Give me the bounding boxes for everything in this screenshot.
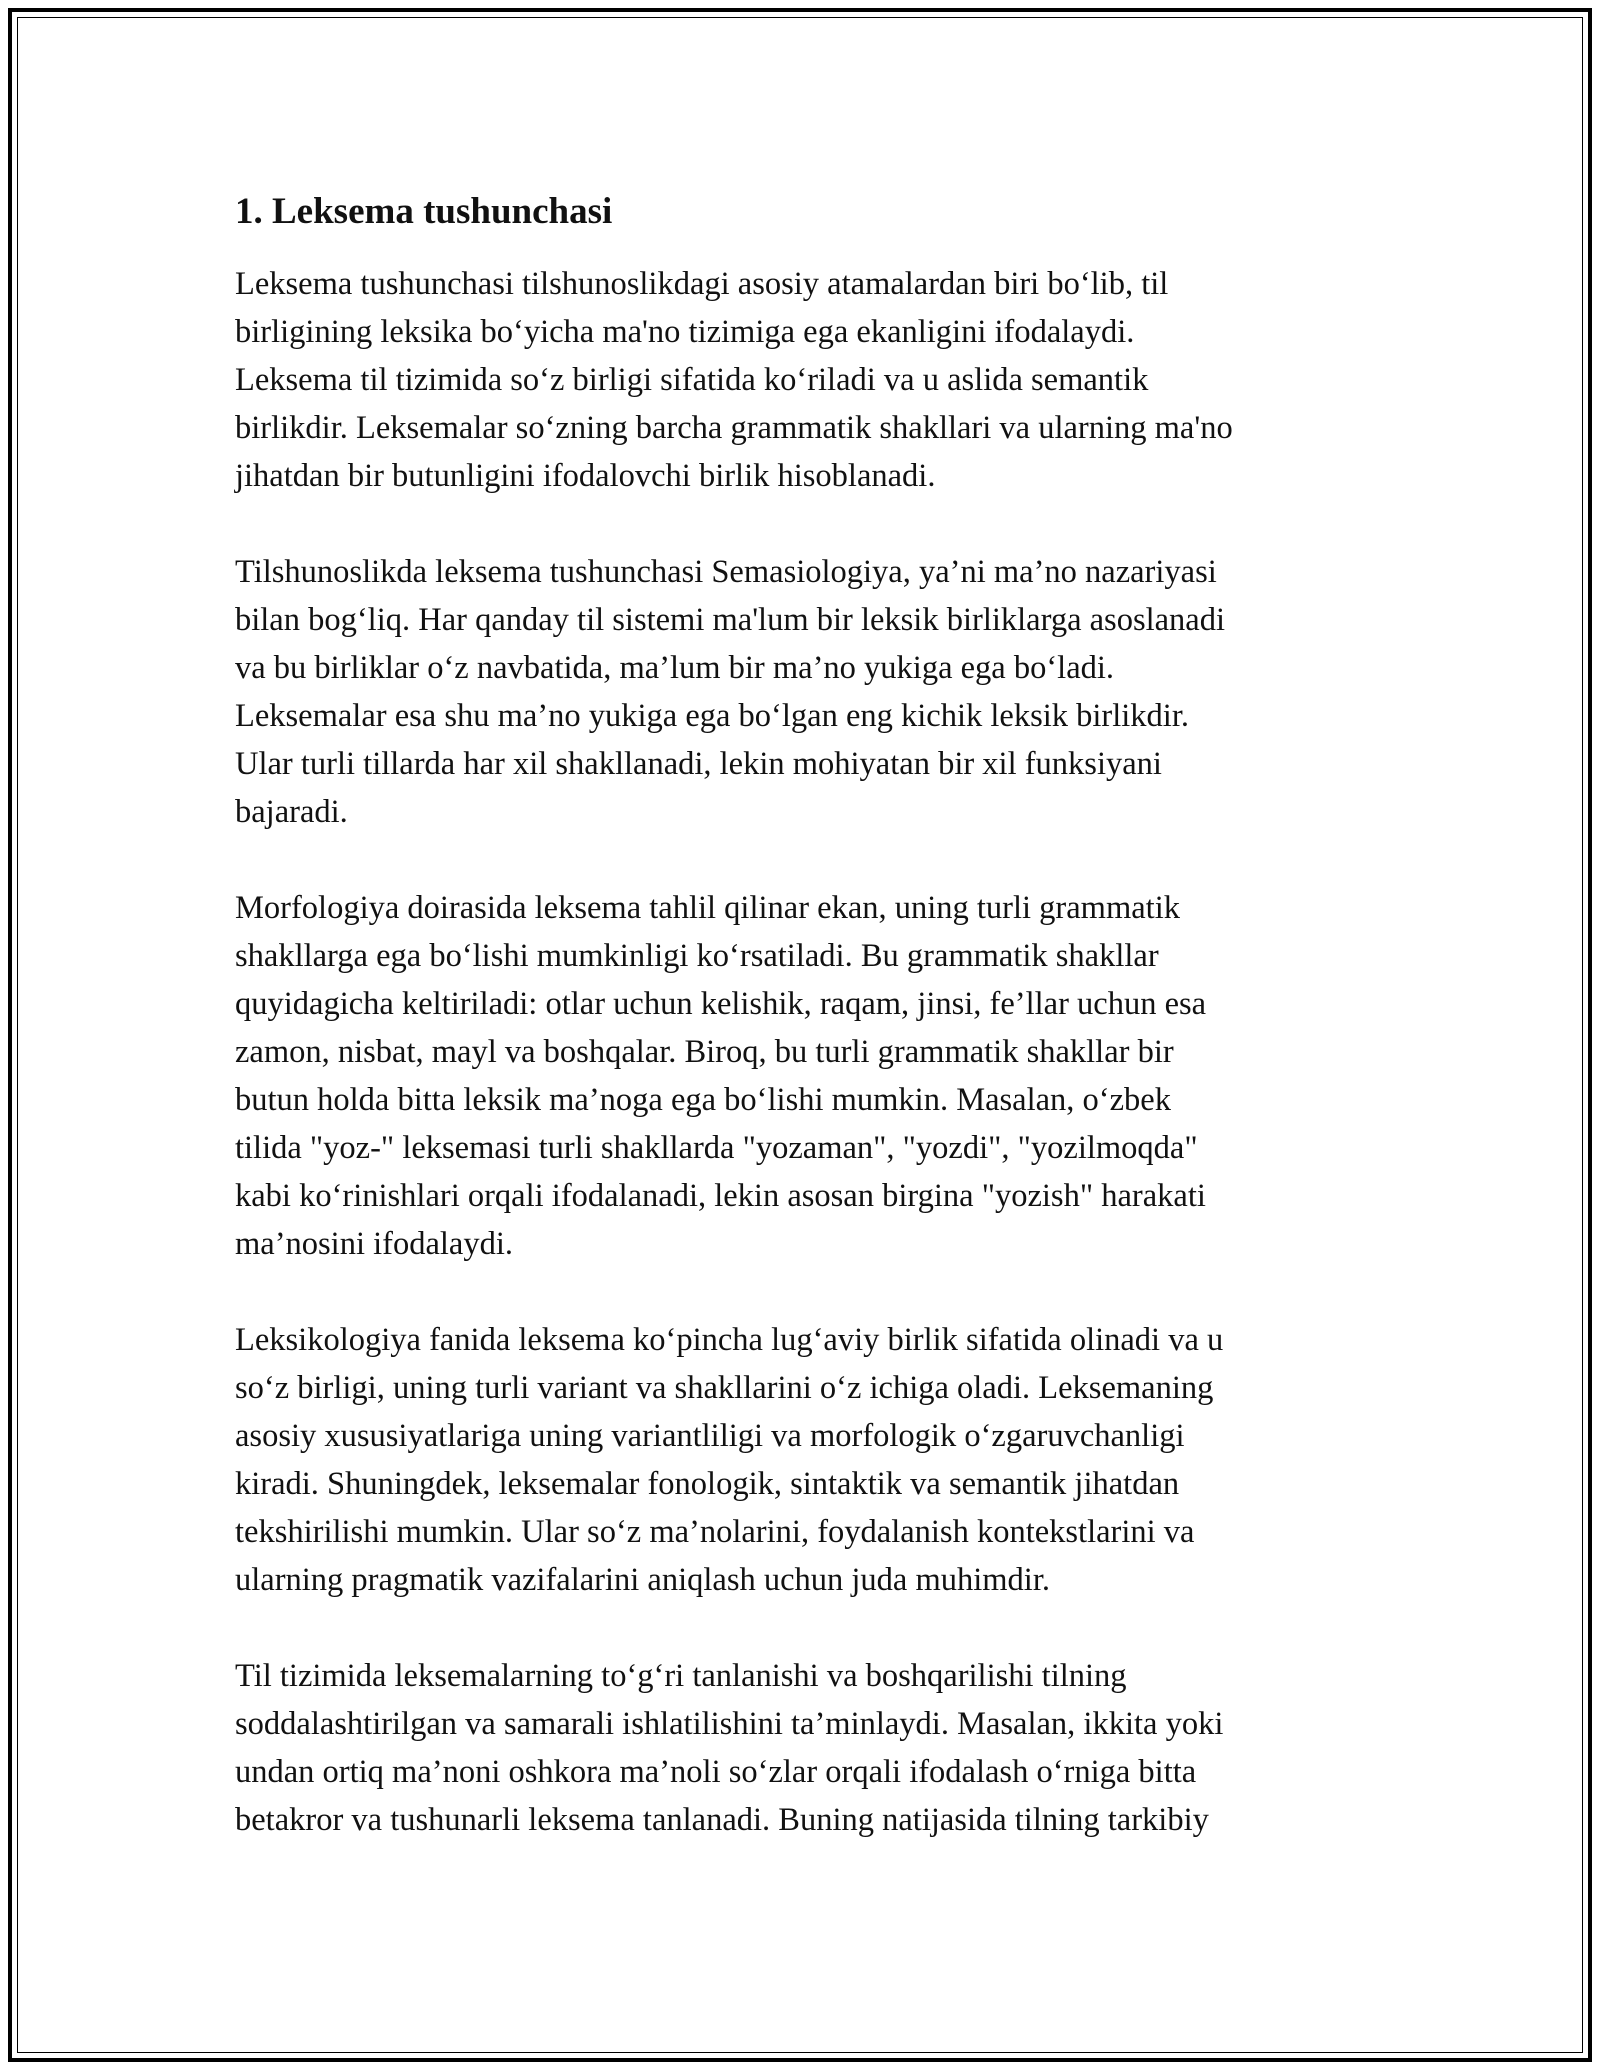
paragraph-3: Morfologiya doirasida leksema tahlil qilinar ekan, uning turli grammatik shakllarga ega bo‘lishi mumkinligi ko‘rsatiladi. Bu grammatik shakllar quyidagicha keltiriladi: otlar uchun kelishik, raqam, jinsi, fe’llar uchun esa zamon, nisbat, mayl va boshqalar. Biroq, bu turli grammatik shakllar bir butun holda bitta leksik ma’noga ega bo‘lishi mumkin. Masalan, o‘zbek tilida "yoz-" leksemasi turli shakllarda "yozaman", "yozdi", "yozilmoqda" kabi ko‘rinishlari orqali ifodalanadi, lekin asosan birgina "yozish" harakati ma’nosini ifodalaydi. — [235, 890, 1207, 1262]
paragraph-1: Leksema tushunchasi tilshunoslikdagi asosiy atamalardan biri bo‘lib, til birligining leksika bo‘yicha ma'no tizimiga ega ekanligini ifodalaydi. Leksema til tizimida so‘z birligi sifatida ko‘riladi va u aslida semantik birlikdir. Leksemalar so‘zning barcha grammatik shakllari va ularning ma'no jihatdan bir butunligini ifodalovchi birlik hisoblanadi. — [235, 266, 1233, 494]
paragraph-2: Tilshunoslikda leksema tushunchasi Semasiologiya, ya’ni ma’no nazariyasi bilan bog‘liq. Har qanday til sistemi ma'lum bir leksik birliklarga asoslanadi va bu birliklar o‘z navbatida, ma’lum bir ma’no yukiga ega bo‘ladi. Leksemalar esa shu ma’no yukiga ega bo‘lgan eng kichik leksik birlikdir. Ular turli tillarda har xil shakllanadi, lekin mohiyatan bir xil funksiyani bajaradi. — [235, 554, 1225, 830]
section-heading: 1. Leksema tushunchasi — [235, 191, 613, 232]
paragraph-4: Leksikologiya fanida leksema ko‘pincha lug‘aviy birlik sifatida olinadi va u so‘z birligi, uning turli variant va shakllarini o‘z ichiga oladi. Leksemaning asosiy xususiyatlariga uning variantliligi va morfologik o‘zgaruvchanligi kiradi. Shuningdek, leksemalar fonologik, sintaktik va semantik jihatdan tekshirilishi mumkin. Ular so‘z ma’nolarini, foydalanish kontekstlarini va ularning pragmatik vazifalarini aniqlash uchun juda muhimdir. — [235, 1322, 1224, 1598]
paragraph-5: Til tizimida leksemalarning to‘g‘ri tanlanishi va boshqarilishi tilning soddalashtirilgan va samarali ishlatilishini ta’minlaydi. Masalan, ikkita yoki undan ortiq ma’noni oshkora ma’noli so‘zlar orqali ifodalash o‘rniga bitta betakror va tushunarli leksema tanlanadi. Buning natijasida tilning tarkibiy — [235, 1658, 1224, 1838]
document-body — [235, 186, 1370, 1892]
